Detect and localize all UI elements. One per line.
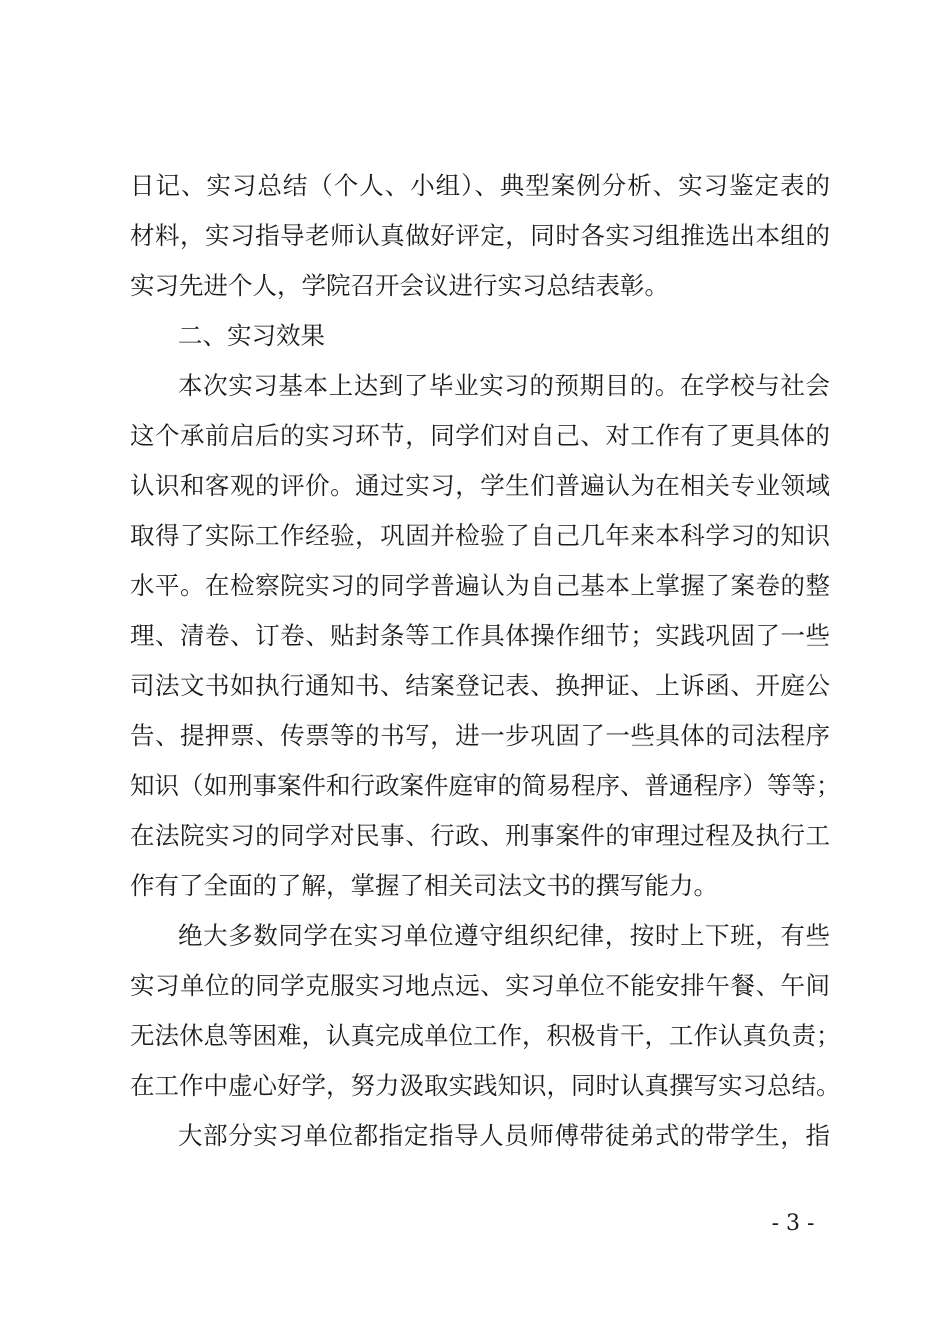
paragraph-line: 实习单位的同学克服实习地点远、实习单位不能安排午餐、午间 [130,971,830,1000]
paragraph-line: 司法文书如执行通知书、结案登记表、换押证、上诉函、开庭公 [130,671,830,700]
paragraph-line: 作有了全面的了解，掌握了相关司法文书的撰写能力。 [130,871,718,900]
paragraph-line: 知识（如刑事案件和行政案件庭审的简易程序、普通程序）等等； [130,771,841,800]
paragraph-line: 这个承前启后的实习环节，同学们对自己、对工作有了更具体的 [130,421,830,450]
paragraph-line: 认识和客观的评价。通过实习，学生们普遍认为在相关专业领域 [130,471,830,500]
paragraph-line: 在工作中虚心好学，努力汲取实践知识，同时认真撰写实习总结。 [130,1071,841,1100]
paragraph-line: 绝大多数同学在实习单位遵守组织纪律，按时上下班，有些 [178,921,830,950]
paragraph-line: 材料，实习指导老师认真做好评定，同时各实习组推选出本组的 [130,221,830,250]
paragraph-line: 取得了实际工作经验，巩固并检验了自己几年来本科学习的知识 [130,521,830,550]
paragraph-line: 日记、实习总结（个人、小组）、典型案例分析、实习鉴定表的 [130,171,830,200]
paragraph-line: 告、提押票、传票等的书写，进一步巩固了一些具体的司法程序 [130,721,830,750]
section-heading: 二、实习效果 [178,321,325,350]
paragraph-line: 水平。在检察院实习的同学普遍认为自己基本上掌握了案卷的整 [130,571,830,600]
page-number: - 3 - [771,1211,815,1236]
paragraph-line: 本次实习基本上达到了毕业实习的预期目的。在学校与社会 [178,371,830,400]
paragraph-line: 理、清卷、订卷、贴封条等工作具体操作细节；实践巩固了一些 [130,621,830,650]
paragraph-line: 在法院实习的同学对民事、行政、刑事案件的审理过程及执行工 [130,821,830,850]
paragraph-line: 实习先进个人，学院召开会议进行实习总结表彰。 [130,271,669,300]
paragraph-line: 无法休息等困难，认真完成单位工作，积极肯干，工作认真负责； [130,1021,841,1050]
paragraph-line: 大部分实习单位都指定指导人员师傅带徒弟式的带学生，指 [178,1121,830,1150]
